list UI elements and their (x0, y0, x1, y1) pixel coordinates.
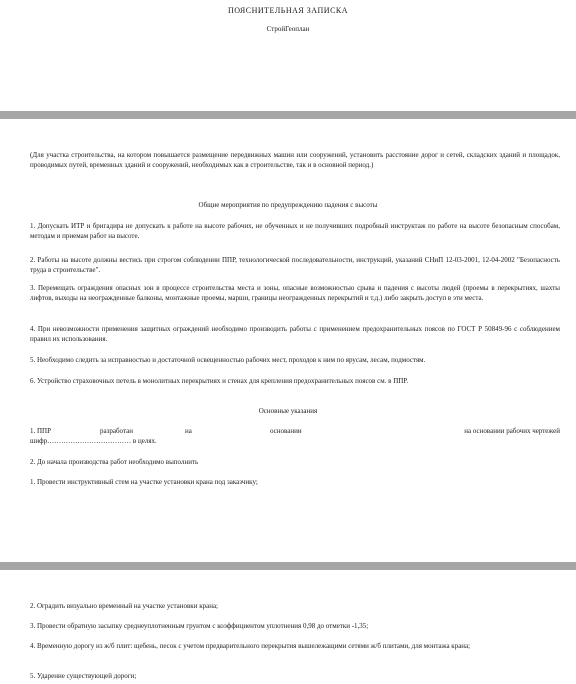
item-3: 3. Провести обратную засыпку среднеуплотненным грунтом с коэффициентом уплотнения 0,98 до отметки -1,35; (30, 622, 369, 630)
item-4: 4. Временную дорогу из ж/б плит: щебень, песок с учетом предварительного перекрытия вышележащими сетями ж/б плитами, для монтажа крана; (30, 642, 471, 650)
item-5: 5. Ударение существующей дороги; (30, 672, 137, 680)
paragraph-3: 3. Перемещать ограждения опасных зон в процессе строительства места и зоны, опасные возможностью срыва и падения с высоты людей (проемы в перекрытиях, шахты лифтов, выходы на неогражденные балконы, монтажные проемы, марши, границы неогражденных перекрытий и т.д.) либо закрыть доступ в эти места. (30, 284, 560, 302)
section-title-fall-prevention: Общие мероприятия по предупреждению падения с высоты (198, 201, 378, 209)
document-subtitle: СтройГеоплан (266, 25, 310, 33)
document-title: ПОЯСНИТЕЛЬНАЯ ЗАПИСКА (227, 6, 349, 15)
paragraph-8: 1. Провести инструктивный стем на участке установки крана под заказчику; (30, 478, 258, 486)
document-page-2 (0, 119, 576, 562)
section-title-main-instructions: Основные указания (258, 407, 318, 415)
paragraph-7: 2. До начала производства работ необходимо выполнить (30, 458, 199, 466)
paragraph-1: 1. Допускать ИТР и бригадира не допускать к работе на высоте рабочих, не обученных и не получивших подробный инструктаж по работе на высоте безопасным способам, методам и приемам работ на высоте. (30, 222, 560, 240)
ppr-right-text: на основании рабочих чертежей (464, 427, 560, 435)
page-separator (0, 562, 576, 570)
paragraph-2: 2. Работы на высоте должны вестись при строгом соблюдении ППР, технологической последовательности, инструкций, указаний СНиП 12-03-2001, 12-04-2002 "Безопасность труда в строительстве". (30, 256, 560, 274)
ppr-word-1: 1. ППР (30, 427, 52, 435)
ppr-word-4: основании (270, 427, 302, 435)
ppr-line-1 (30, 426, 560, 436)
paragraph-5: 5. Необходимо следить за исправностью и достаточной освещенностью рабочих мест, проходов к ним по ярусам, лесам, подмостям. (30, 356, 426, 364)
document-page-3 (0, 570, 576, 684)
paragraph-4: 4. При невозможности применения защитных ограждений необходимо производить работы с применением предохранительных поясов по ГОСТ Р 50849-96 с соблюдением правил их использования. (30, 325, 560, 343)
ppr-word-2: разработан (100, 427, 133, 435)
ppr-word-3: на (185, 427, 192, 435)
paragraph-6: 6. Устройство страховочных петель в монолитных перекрытиях и стенах для крепления предохранительных поясов см. в ППР. (30, 377, 409, 385)
page-separator (0, 111, 576, 119)
ppr-line-2: шифр……………………………… в целях. (30, 437, 157, 445)
document-page-1 (0, 0, 576, 111)
item-2: 2. Оградить визуально временный на участке установки крана; (30, 602, 219, 610)
intro-paragraph: (Для участка строительства, на котором повышается размещение передвижных машин или сооружений, установить расстояние дорог и сетей, складских зданий и площадок, проводимых путей, временных зданий и сооружений, необходимых как в строительстве, так и в основной период.) (30, 151, 560, 169)
